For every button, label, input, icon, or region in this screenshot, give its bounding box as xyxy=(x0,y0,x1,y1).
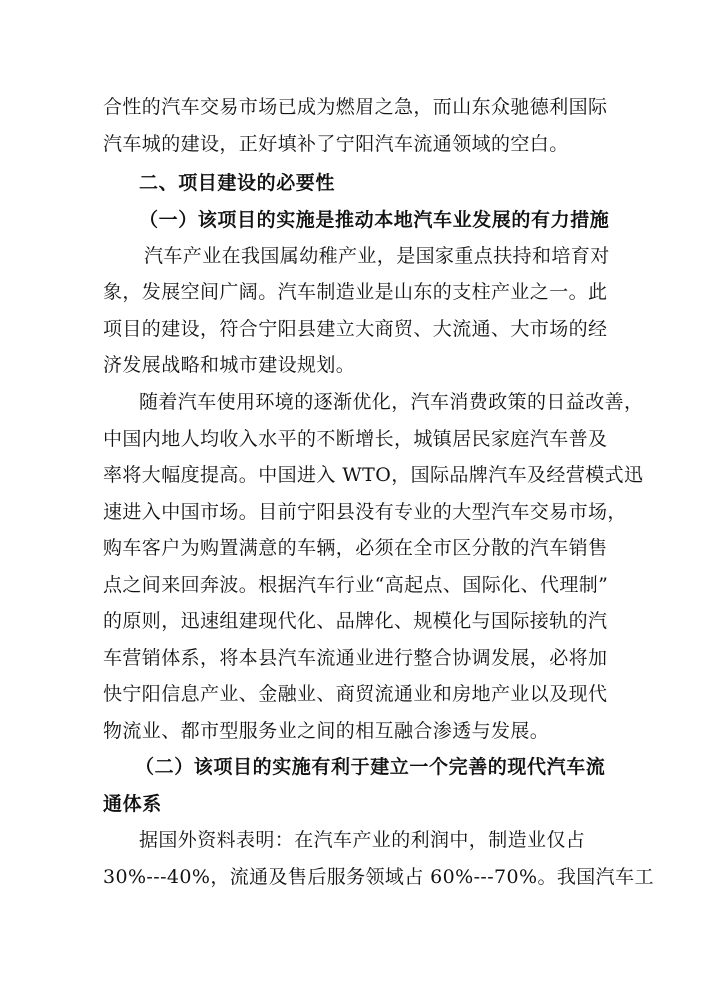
text-line-8: 济发展战略和城市建设规划。 xyxy=(103,354,356,376)
text-line-6: 象，发展空间广阔。汽车制造业是山东的支柱产业之一。此 xyxy=(103,281,608,303)
text-line-17: 快宁阳信息产业、金融业、商贸流通业和房地产业以及现代 xyxy=(103,683,608,705)
text-line-7: 项目的建设，符合宁阳县建立大商贸、大流通、大市场的经 xyxy=(103,318,608,340)
text-line-9: 随着汽车使用环境的逐渐优化，汽车消费政策的日益改善， xyxy=(139,391,644,413)
text-line-12: 速进入中国市场。目前宁阳县没有专业的大型汽车交易市场， xyxy=(103,501,627,523)
text-line-22: 30%---40%，流通及售后服务领域占 60%---70%。我国汽车工 xyxy=(103,866,654,888)
text-line-15: 的原则，迅速组建现代化、品牌化、规模化与国际接轨的汽 xyxy=(103,610,608,632)
text-line-14: 点之间来回奔波。根据汽车行业“高起点、国际化、代理制” xyxy=(103,574,609,596)
text-line-5: 汽车产业在我国属幼稚产业，是国家重点扶持和培育对 xyxy=(144,245,610,267)
subsection-heading-2: （二）该项目的实施有利于建立一个完善的现代汽车流 xyxy=(135,756,606,778)
text-line-13: 购车客户为购置满意的车辆，必须在全市区分散的汽车销售 xyxy=(103,537,608,559)
text-line-18: 物流业、都市型服务业之间的相互融合渗透与发展。 xyxy=(103,720,550,742)
text-line-11: 率将大幅度提高。中国进入 WTO，国际品牌汽车及经营模式迅 xyxy=(103,464,644,486)
subsection-heading-2-cont: 通体系 xyxy=(103,793,162,815)
section-heading-necessity: 二、项目建设的必要性 xyxy=(139,172,336,194)
text-line-1: 合性的汽车交易市场已成为燃眉之急，而山东众驰德利国际 xyxy=(103,96,608,118)
subsection-heading-1: （一）该项目的实施是推动本地汽车业发展的有力措施 xyxy=(139,209,610,231)
text-line-2: 汽车城的建设，正好填补了宁阳汽车流通领域的空白。 xyxy=(103,133,569,155)
text-line-21: 据国外资料表明：在汽车产业的利润中，制造业仅占 xyxy=(139,829,586,851)
text-line-10: 中国内地人均收入水平的不断增长，城镇居民家庭汽车普及 xyxy=(103,428,608,450)
text-line-16: 车营销体系，将本县汽车流通业进行整合协调发展，必将加 xyxy=(103,647,608,669)
